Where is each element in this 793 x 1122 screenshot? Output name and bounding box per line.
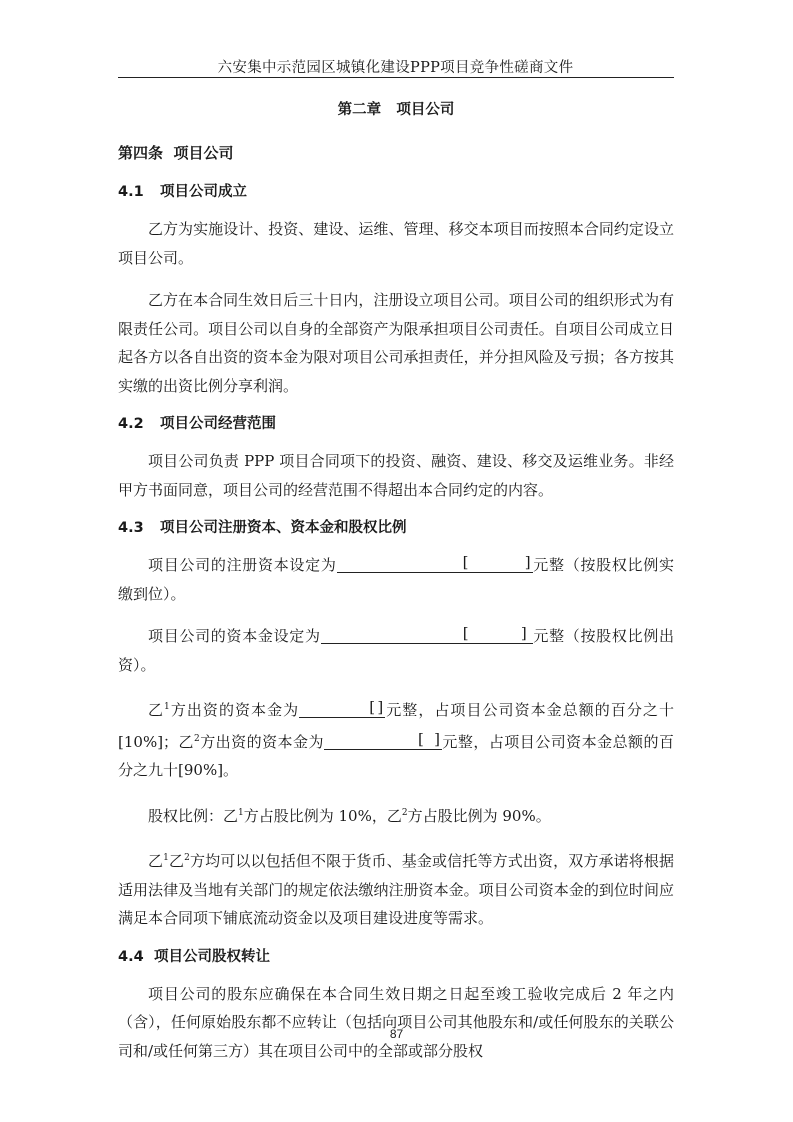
text: 方出资的资本金为 bbox=[199, 732, 324, 751]
section-number: 4.2 bbox=[118, 416, 144, 432]
bracket-open: [ bbox=[462, 553, 469, 571]
superscript: 1 bbox=[163, 853, 169, 863]
text: 项目公司的注册资本设定为 bbox=[148, 556, 337, 574]
text: 方均可以以包括但不限于货币、基金或信托等方式出资，双方承诺将根据适用法律及当地有关部门的规定依法缴纳注册资本金。项目公司资本金的到位时间应满足本合同项下铺底流动资金以及项目建设进度等需求。 bbox=[118, 852, 674, 927]
text: 元整（按股权比例出资）。 bbox=[118, 627, 674, 674]
section-4-4-heading bbox=[118, 947, 674, 967]
superscript: 2 bbox=[184, 853, 190, 863]
bracket-close: ] bbox=[524, 553, 531, 571]
section-number: 4.1 bbox=[118, 184, 144, 200]
bracket-open: [ bbox=[369, 698, 376, 716]
text: 元整（按股权比例实缴到位）。 bbox=[118, 556, 674, 603]
fill-blank bbox=[337, 554, 533, 573]
text: 乙 bbox=[168, 852, 185, 870]
fill-blank bbox=[324, 731, 442, 750]
bracket-open: [ bbox=[462, 624, 469, 642]
superscript: 2 bbox=[193, 733, 200, 744]
header-rule bbox=[118, 77, 674, 78]
section-title: 项目公司成立 bbox=[160, 184, 247, 200]
chapter-title: 第二章 项目公司 bbox=[337, 102, 455, 118]
fill-blank bbox=[321, 625, 533, 644]
paragraph: 项目公司的股东应确保在本合同生效日期之日起至竣工验收完成后 2 年之内（含），任何原始股东都不应转让（包括向项目公司其他股东和/或任何股东的关联公司和/或任何第三方）其在项目公司中的全部或部分股权 bbox=[118, 984, 674, 1060]
text: 元整，占项目公司资本金总额的百分之十[10%]；乙 bbox=[118, 701, 674, 751]
paragraph-capital-split bbox=[118, 693, 674, 785]
section-title: 项目公司股权转让 bbox=[154, 948, 270, 965]
superscript: 2 bbox=[401, 807, 408, 818]
text: 乙 bbox=[148, 701, 165, 719]
bracket-close: ] bbox=[377, 698, 384, 716]
section-4-3-heading bbox=[118, 518, 674, 538]
fill-blank bbox=[299, 699, 385, 718]
section-title: 项目公司注册资本、资本金和股权比例 bbox=[160, 520, 407, 536]
superscript: 1 bbox=[164, 702, 170, 712]
page-number: 87 bbox=[389, 1027, 404, 1041]
bracket-open: [ bbox=[417, 729, 424, 748]
paragraph: 项目公司负责 PPP 项目合同项下的投资、融资、建设、移交及运维业务。非经甲方书面同意，项目公司的经营范围不得超出本合同约定的内容。 bbox=[118, 452, 674, 499]
text: 元整，占项目公司资本金总额的百分之九十[90%]。 bbox=[118, 732, 674, 779]
text: 方出资的资本金为 bbox=[169, 701, 300, 719]
text: 股权比例：乙 bbox=[148, 806, 239, 825]
running-header: 六安集中示范园区城镇化建设PPP项目竞争性磋商文件 bbox=[217, 60, 574, 76]
paragraph-equity-ratio bbox=[118, 799, 674, 831]
section-title: 项目公司经营范围 bbox=[160, 416, 276, 432]
paragraph: 乙方在本合同生效日后三十日内，注册设立项目公司。项目公司的组织形式为有限责任公司。项目公司以自身的全部资产为限承担项目公司责任。自项目公司成立日起各方以各自出资的资本金为限对项目公司承担责任，并分担风险及亏损；各方按其实缴的出资比例分享利润。 bbox=[118, 291, 674, 395]
superscript: 1 bbox=[238, 807, 244, 818]
article-title: 第四条 项目公司 bbox=[118, 144, 234, 162]
bracket-close: ] bbox=[434, 729, 440, 748]
paragraph-registered-capital bbox=[118, 551, 674, 608]
text: 方占股比例为 90%。 bbox=[407, 806, 551, 825]
paragraph-capital-fund bbox=[118, 622, 674, 679]
section-4-1-heading bbox=[118, 182, 674, 202]
bracket-close: ] bbox=[520, 624, 527, 642]
page-content bbox=[118, 100, 674, 1079]
paragraph-contribution-method bbox=[118, 844, 674, 933]
text: 项目公司的资本金设定为 bbox=[148, 627, 321, 645]
text: 方占股比例为 10%，乙 bbox=[243, 806, 402, 825]
section-number: 4.3 bbox=[118, 520, 144, 536]
section-4-2-heading bbox=[118, 414, 674, 434]
paragraph: 乙方为实施设计、投资、建设、运维、管理、移交本项目而按照本合同约定设立项目公司。 bbox=[118, 220, 674, 267]
section-number: 4.4 bbox=[118, 948, 144, 965]
text: 乙 bbox=[148, 852, 164, 870]
